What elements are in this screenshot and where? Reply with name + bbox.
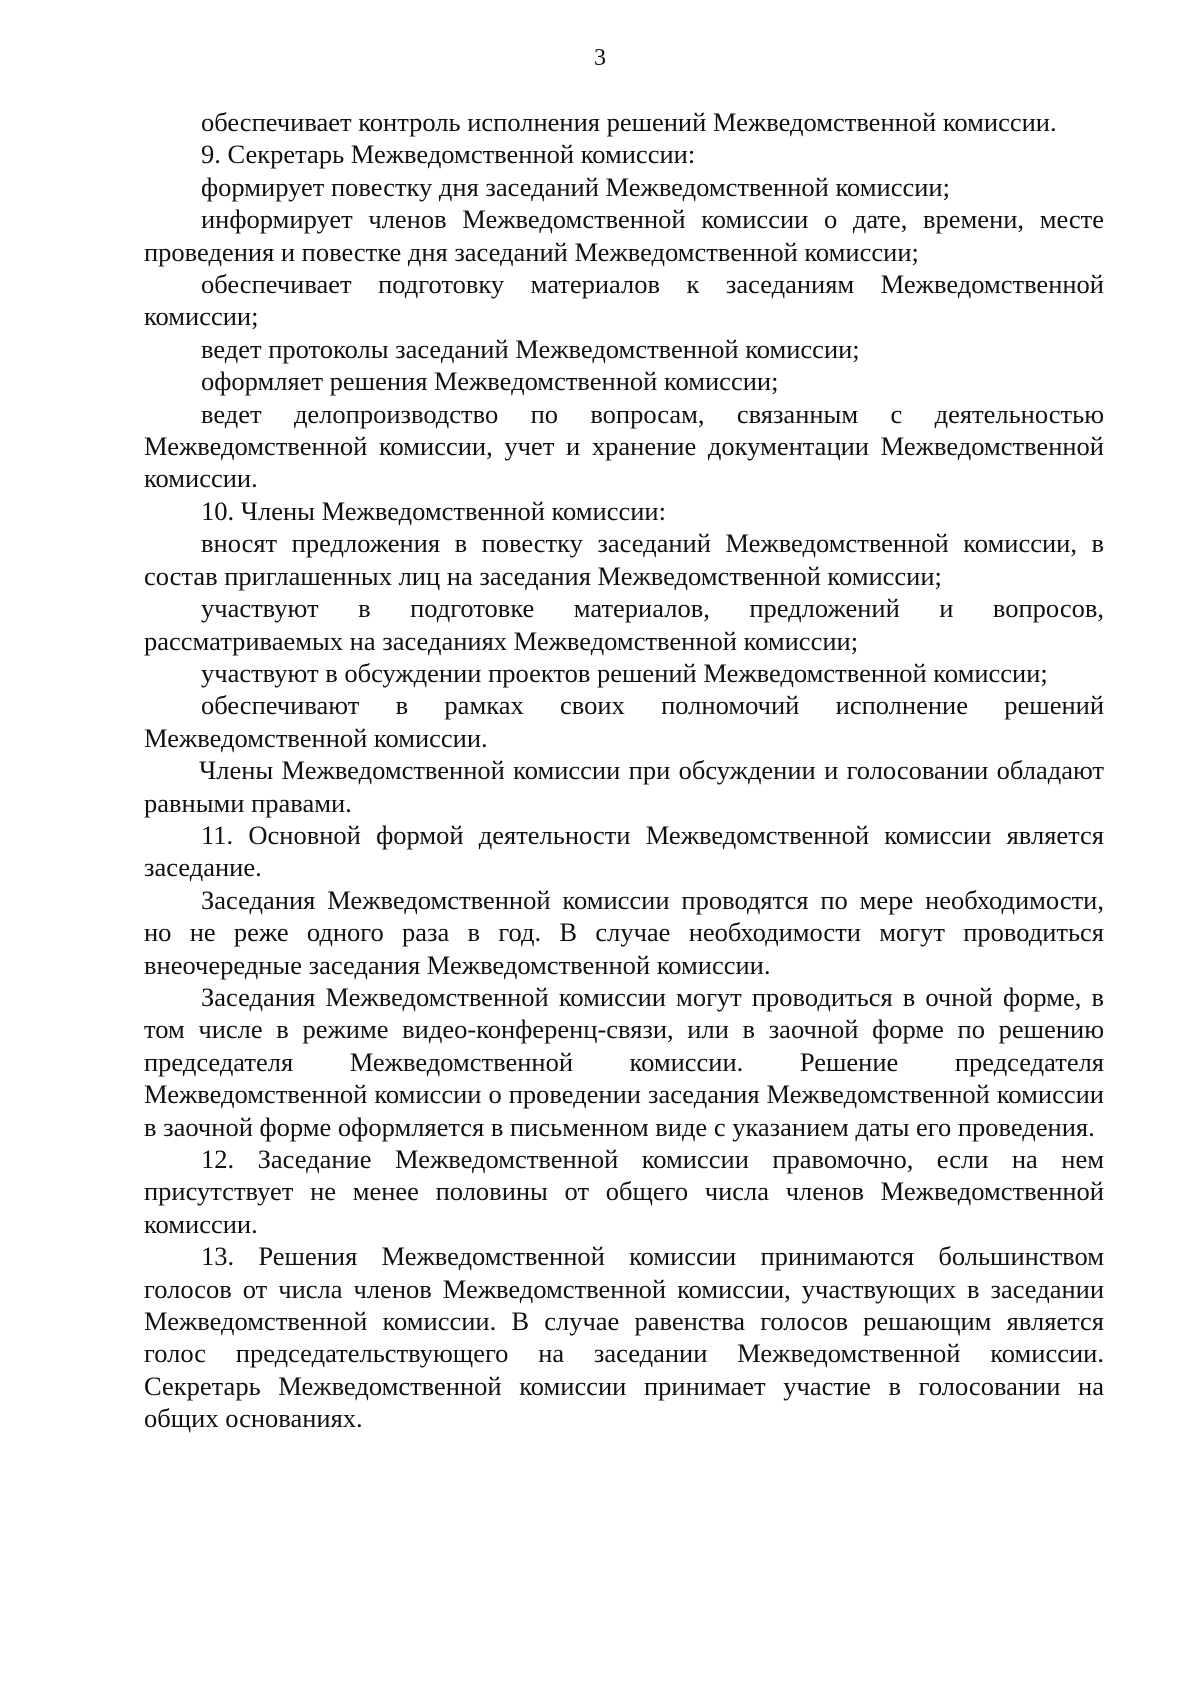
paragraph-secretary-agenda: формирует повестку дня заседаний Межведомственной комиссии; xyxy=(201,171,950,202)
document-body xyxy=(144,106,1104,1435)
paragraph-meeting-format: Заседания Межведомственной комиссии могут проводиться в очной форме, в том числе в режиме видео-конференц-связи, или в заочной форме по решению председателя Межведомственной комиссии. Решение председателя Межведомственной комиссии о проведении заседания Межведомственной комиссии в заочной форме оформляется в письменном виде с указанием даты его проведения. xyxy=(144,981,1104,1142)
paragraph-control-continuation: обеспечивает контроль исполнения решений Межведомственной комиссии. xyxy=(201,107,1057,137)
paragraph-item-12: 12. Заседание Межведомственной комиссии правомочно, если на нем присутствует не менее половины от общего числа членов Межведомственной комиссии. xyxy=(144,1144,1104,1239)
paragraph-members-proposals: вносят предложения в повестку заседаний Межведомственной комиссии, в состав приглашенных лиц на заседания Межведомственной комиссии; xyxy=(144,528,1104,591)
page-number: 3 xyxy=(594,45,606,71)
paragraph-secretary-protocols: ведет протоколы заседаний Межведомственной комиссии; xyxy=(201,333,860,364)
paragraph-item-13: 13. Решения Межведомственной комиссии принимаются большинством голосов от числа членов Межведомственной комиссии, участвующих в заседании Межведомственной комиссии. В случае равенства голосов решающим является голос председательствующего на заседании Межведомственной комиссии. Секретарь Межведомственной комиссии принимает участие в голосовании на общих основаниях. xyxy=(144,1241,1104,1434)
paragraph-item-10-heading: 10. Члены Межведомственной комиссии: xyxy=(201,495,666,526)
paragraph-meeting-frequency: Заседания Межведомственной комиссии проводятся по мере необходимости, но не реже одного раза в год. В случае необходимости могут проводиться внеочередные заседания Межведомственной комиссии. xyxy=(144,884,1104,980)
paragraph-item-9-heading: 9. Секретарь Межведомственной комиссии: xyxy=(201,139,696,170)
paragraph-secretary-records: ведет делопроизводство по вопросам, связанным с деятельностью Межведомственной комиссии, учет и хранение документации Межведомственной комиссии. xyxy=(144,398,1104,494)
paragraph-secretary-materials: обеспечивает подготовку материалов к заседаниям Межведомственной комиссии; xyxy=(144,269,1104,332)
paragraph-item-11: 11. Основной формой деятельности Межведомственной комиссии является заседание. xyxy=(144,819,1104,883)
paragraph-members-execution: обеспечивают в рамках своих полномочий исполнение решений Межведомственной комиссии. xyxy=(144,690,1104,753)
paragraph-members-discussion: участвуют в обсуждении проектов решений Межведомственной комиссии; xyxy=(201,657,1048,688)
paragraph-members-equal-rights: Члены Межведомственной комиссии при обсуждении и голосовании обладают равными правами. xyxy=(144,755,1104,818)
paragraph-secretary-decisions: оформляет решения Межведомственной комиссии; xyxy=(201,366,779,397)
paragraph-members-preparation: участвуют в подготовке материалов, предложений и вопросов, рассматриваемых на заседаниях Межведомственной комиссии; xyxy=(144,593,1104,656)
paragraph-secretary-informs: информирует членов Межведомственной комиссии о дате, времени, месте проведения и повестке дня заседаний Межведомственной комиссии; xyxy=(144,204,1104,267)
